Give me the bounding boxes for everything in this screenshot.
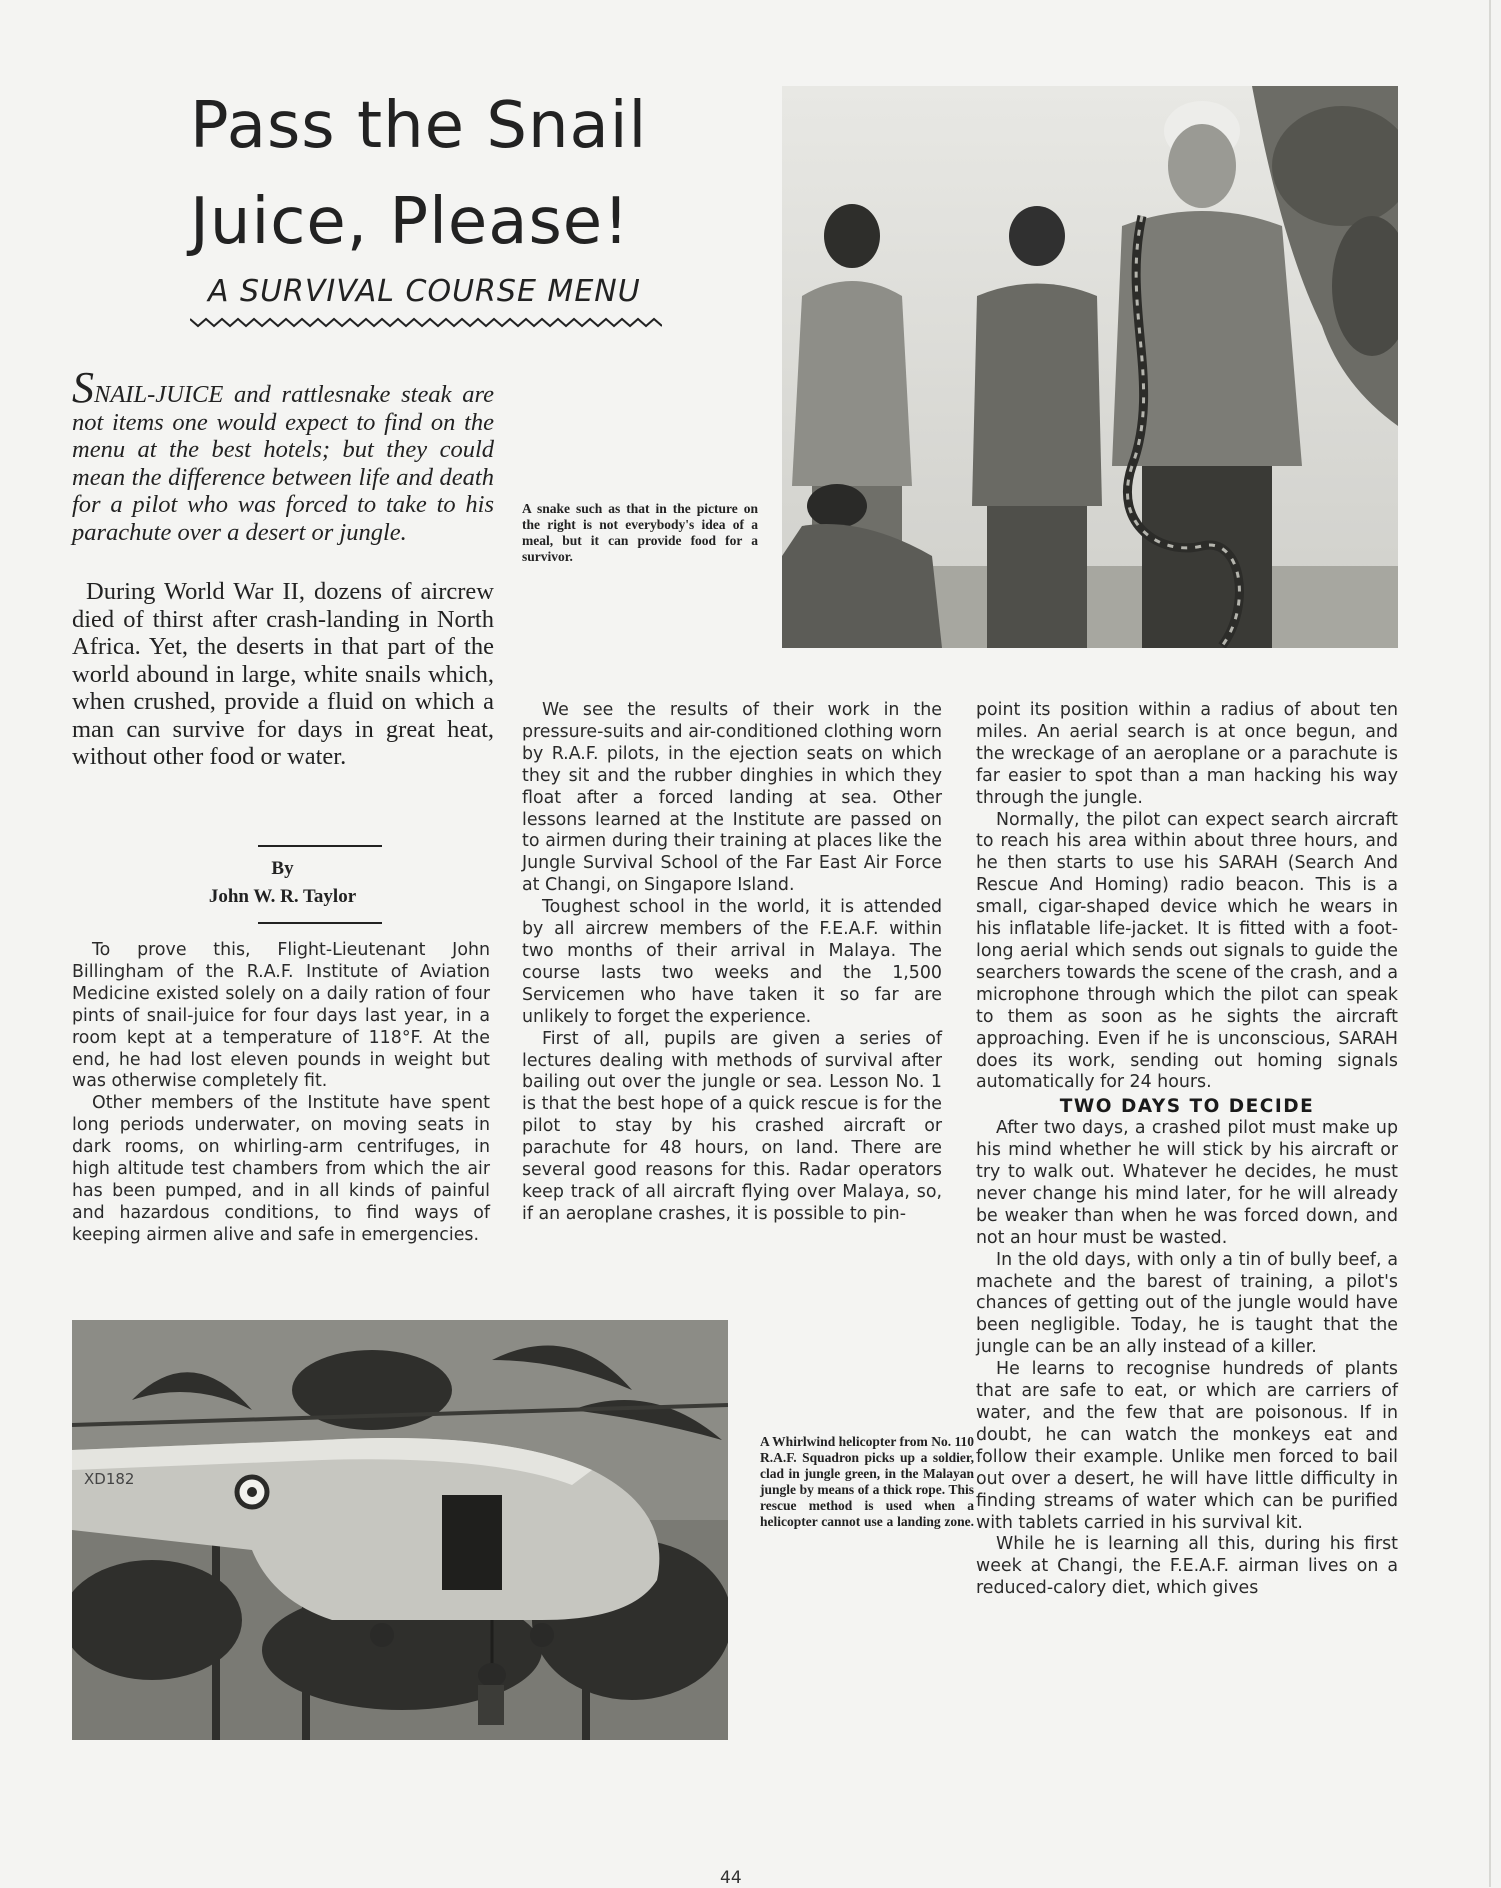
col3-paragraph: Normally, the pilot can expect search aircraft to reach his area within about three hours, and he then starts to use his SARAH (Search And Rescue And Homing) radio beacon. This is a small, cigar-shaped device which he wears in his inflatable life-jacket. It is fitted with a foot-long aerial which sends out signals to guide the searchers towards the scene of the crash, and a microphone through which the pilot can speak to them as soon as he sights the aircraft approaching. Even if he is unconscious, SARAH does its work, sending out homing signals automatically for 24 hours. — [976, 809, 1398, 1093]
snake-photo-image — [782, 86, 1398, 648]
col2-paragraph: Toughest school in the world, it is attended by all aircrew members of the F.E.A.F. within two months of their arrival in Malaya. The course lasts two weeks and the 1,500 Servicemen who have taken it so far are unlikely to forget the experience. — [522, 897, 942, 1027]
byline-by: By — [271, 858, 294, 879]
helicopter-photo-image — [72, 1320, 728, 1740]
col3-paragraph: point its position within a radius of about ten miles. An aerial search is at once begun, and the wreckage of an aeroplane or a parachute is far easier to spot than a man hacking his way through the jungle. — [976, 700, 1398, 808]
col2-paragraph: First of all, pupils are given a series of lectures dealing with methods of survival after bailing out over the jungle or sea. Lesson No. 1 is that the best hope of a quick rescue is for the pilot to stay by his crashed aircraft or parachute for 48 hours, on land. There are several good reasons for this. Radar operators keep track of all aircraft flying over Malaya, so, if an aeroplane crashes, it is possible to pin- — [522, 1028, 942, 1224]
column-1 — [72, 940, 490, 1247]
lead-paragraph: During World War II, dozens of aircrew died of thirst after crash-landing in North Africa. Yet, the deserts in that part of the world abound in large, white snails which, when crushed, provide a fluid on which a man can survive for days in great heat, without other food or water. — [72, 578, 494, 770]
col2-paragraph: We see the results of their work in the pressure-suits and air-conditioned clothing worn by R.A.F. pilots, in the ejection seats on which they sit and the rubber dinghies in which they float after a forced landing at sea. Other lessons learned at the Institute are passed on to airmen during their training at places like the Jungle Survival School of the Far East Air Force at Changi, on Singapore Island. — [522, 700, 942, 896]
intro-paragraph — [72, 363, 494, 546]
caption-snake: A snake such as that in the picture on the right is not everybody's idea of a meal, but it can provide food for a survivor. — [522, 501, 758, 564]
column-3 — [976, 700, 1398, 1600]
caption-helicopter: A Whirlwind helicopter from No. 110 R.A.F. Squadron picks up a soldier, clad in jungle green, in the Malayan jungle by means of a thick rope. This rescue method is used when a helicopter cannot use a landing zone. — [760, 1434, 974, 1529]
drop-cap: S — [72, 363, 94, 412]
title-line-2: Juice, Please! — [190, 185, 630, 259]
column-2 — [522, 700, 942, 1226]
helicopter-photo — [72, 1320, 728, 1740]
article-title — [190, 78, 710, 270]
col3-paragraph: In the old days, with only a tin of bully beef, a machete and the barest of training, a pilot's chances of getting out of the jungle would have been negligible. Today, he is taught that the jungle can be an ally instead of a killer. — [976, 1249, 1398, 1358]
col3-paragraph: He learns to recognise hundreds of plants that are safe to eat, or which are carriers of water, and the few that are poisonous. If in doubt, he can watch the monkeys eat and follow their example. Unlike men forced to bail out over a desert, he will have little difficulty in finding streams of water which can be purified with tablets carried in his survival kit. — [976, 1359, 1398, 1533]
snake-photo — [782, 86, 1398, 648]
col3-paragraph: While he is learning all this, during his first week at Changi, the F.E.A.F. airman lives on a reduced-calory diet, which gives — [976, 1534, 1398, 1599]
col1-paragraph: To prove this, Flight-Lieutenant John Billingham of the R.A.F. Institute of Aviation Medicine existed solely on a daily ration of four pints of snail-juice for four days last year, in a room kept at a temperature of 118°F. At the end, he had lost eleven pounds in weight but was otherwise completely fit. — [72, 940, 490, 1092]
zigzag-divider — [190, 316, 662, 328]
section-heading: TWO DAYS TO DECIDE — [1059, 1096, 1315, 1118]
page-number: 44 — [720, 1868, 742, 1888]
page-edge-line — [1489, 0, 1491, 1887]
article-subtitle: A SURVIVAL COURSE MENU — [208, 274, 641, 309]
title-line-1: Pass the Snail — [190, 89, 648, 163]
intro-text: NAIL-JUICE and rattlesnake steak are not items one would expect to find on the menu at the best hotels; but they could mean the difference between life and death for a pilot who was forced to take to his parachute over a desert or jungle. — [72, 381, 494, 546]
col1-paragraph: Other members of the Institute have spent long periods underwater, on moving seats in dark rooms, on whirling-arm centrifuges, in high altitude test chambers from which the air has been pumped, and in all kinds of painful and hazardous conditions, to find ways of keeping airmen alive and safe in emergencies. — [72, 1093, 490, 1245]
byline-rule-bottom — [258, 922, 382, 924]
byline-author: John W. R. Taylor — [208, 886, 357, 907]
helicopter-serial: XD182 — [84, 1470, 135, 1488]
col3-paragraph: After two days, a crashed pilot must make up his mind whether he will stick by his aircraft or try to walk out. Whatever he decides, he must never change his mind later, for he will already be weaker than when he was forced down, and not an hour must be wasted. — [976, 1118, 1398, 1248]
byline-rule-top — [258, 845, 382, 847]
